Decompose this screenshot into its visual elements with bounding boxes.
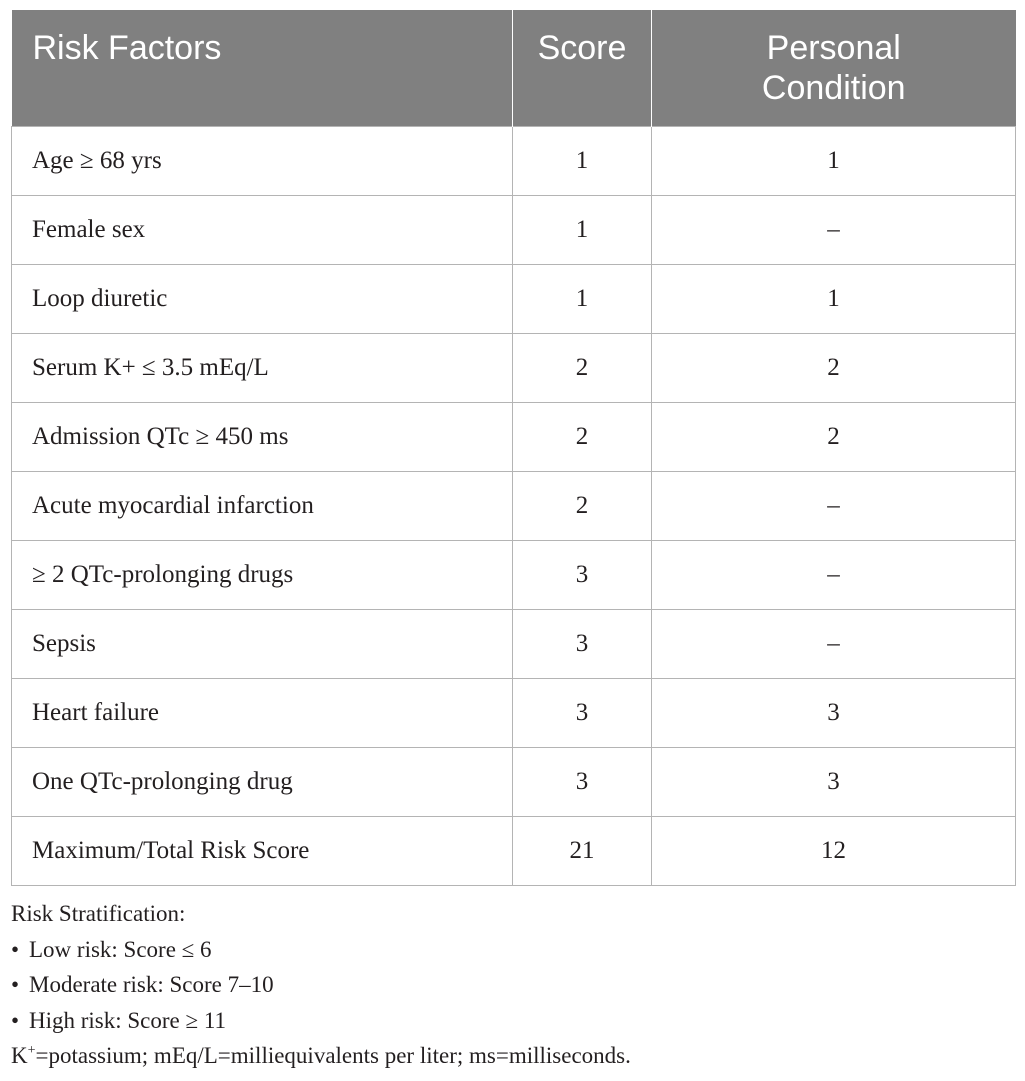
personal-condition-cell: 2: [652, 334, 1016, 403]
score-cell: 3: [513, 748, 652, 817]
risk-factor-table: [11, 10, 1016, 886]
risk-factor-cell: ≥ 2 QTc-prolonging drugs: [12, 541, 513, 610]
risk-factor-cell: One QTc-prolonging drug: [12, 748, 513, 817]
table-footnote: [11, 896, 1015, 1074]
total-label-cell: Maximum/Total Risk Score: [12, 817, 513, 886]
risk-factor-cell: Sepsis: [12, 610, 513, 679]
total-personal-cell: 12: [652, 817, 1016, 886]
table-row: [12, 196, 1016, 265]
total-score-cell: 21: [513, 817, 652, 886]
personal-condition-cell: 1: [652, 127, 1016, 196]
personal-condition-cell: –: [652, 196, 1016, 265]
abbrev-k: K: [11, 1043, 28, 1068]
risk-factor-cell: Acute myocardial infarction: [12, 472, 513, 541]
header-score: Score: [513, 10, 652, 127]
risk-factor-cell: Female sex: [12, 196, 513, 265]
abbreviations-note: [11, 1038, 1015, 1074]
table-row: [12, 541, 1016, 610]
header-risk-factors: Risk Factors: [12, 10, 513, 127]
total-row: [12, 817, 1016, 886]
stratification-item-text: Moderate risk: Score 7–10: [29, 972, 274, 997]
score-cell: 2: [513, 403, 652, 472]
header-personal-condition-line2: Condition: [761, 69, 906, 107]
abbrev-rest: =potassium; mEq/L=milliequivalents per liter; ms=milliseconds.: [35, 1043, 631, 1068]
table-row: [12, 748, 1016, 817]
stratification-item-low: [11, 932, 1015, 968]
personal-condition-cell: –: [652, 541, 1016, 610]
score-cell: 3: [513, 610, 652, 679]
table-row: [12, 334, 1016, 403]
risk-factor-cell: Loop diuretic: [12, 265, 513, 334]
risk-factor-cell: Heart failure: [12, 679, 513, 748]
stratification-title: Risk Stratification:: [11, 901, 186, 926]
header-personal-condition: [652, 10, 1016, 127]
personal-condition-cell: 1: [652, 265, 1016, 334]
personal-condition-cell: 3: [652, 679, 1016, 748]
risk-factor-cell: Serum K+ ≤ 3.5 mEq/L: [12, 334, 513, 403]
stratification-item-high: [11, 1003, 1015, 1039]
table-row: [12, 472, 1016, 541]
header-personal-condition-line1: Personal: [766, 29, 901, 67]
personal-condition-cell: –: [652, 472, 1016, 541]
table-header: [12, 10, 1016, 127]
bullet-icon: •: [11, 1007, 20, 1033]
score-cell: 1: [513, 127, 652, 196]
table-row: [12, 127, 1016, 196]
bullet-icon: •: [11, 972, 20, 997]
risk-factor-cell: Age ≥ 68 yrs: [12, 127, 513, 196]
personal-condition-cell: 2: [652, 403, 1016, 472]
bullet-icon: •: [11, 936, 20, 962]
risk-factor-cell: Admission QTc ≥ 450 ms: [12, 403, 513, 472]
stratification-item-moderate: [11, 967, 1015, 1003]
table-body: [12, 127, 1016, 886]
stratification-item-text: High risk: Score ≥ 11: [29, 1007, 227, 1033]
personal-condition-cell: –: [652, 610, 1016, 679]
table-row: [12, 610, 1016, 679]
personal-condition-cell: 3: [652, 748, 1016, 817]
score-cell: 2: [513, 472, 652, 541]
table-row: [12, 265, 1016, 334]
abbrev-k-superscript: +: [27, 1043, 36, 1058]
score-cell: 1: [513, 196, 652, 265]
score-cell: 1: [513, 265, 652, 334]
header-row: [12, 10, 1016, 127]
score-cell: 3: [513, 541, 652, 610]
score-cell: 3: [513, 679, 652, 748]
score-cell: 2: [513, 334, 652, 403]
table-row: [12, 679, 1016, 748]
table-row: [12, 403, 1016, 472]
stratification-item-text: Low risk: Score ≤ 6: [29, 936, 212, 962]
